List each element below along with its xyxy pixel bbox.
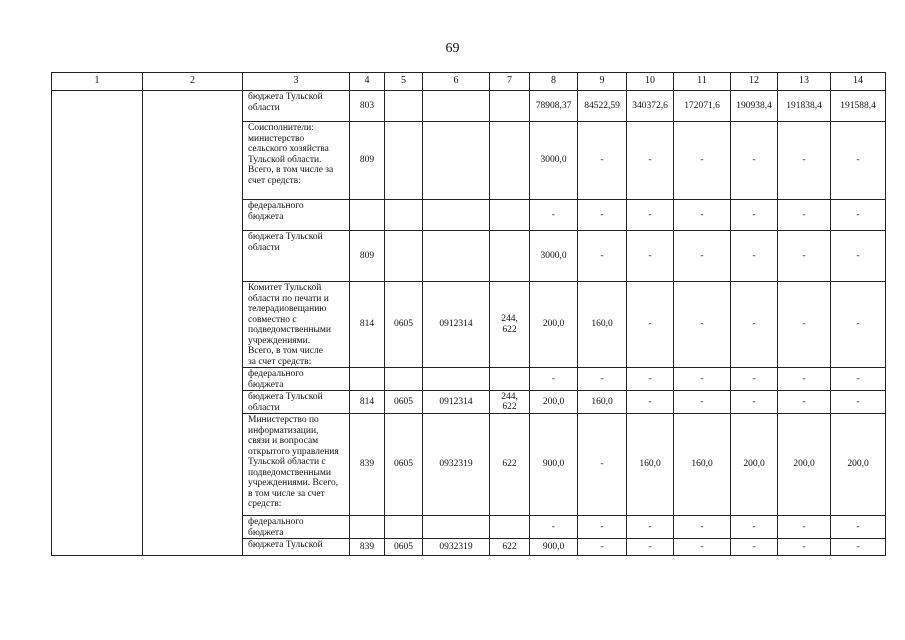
cell-text: -: [856, 373, 860, 384]
cell-text: Всего, в том числе за: [248, 165, 334, 175]
cell-text: 200,0: [743, 459, 765, 470]
target-article-cell: [423, 539, 490, 556]
cell-text: -: [752, 319, 756, 330]
column-2-merged-cell: [143, 91, 243, 556]
cell-text: 244,: [501, 314, 518, 324]
cell-text: -: [752, 396, 756, 407]
column-header: 4: [350, 73, 385, 91]
column-header: 8: [530, 73, 578, 91]
cell-text: -: [856, 250, 860, 261]
cell-text: в том числе за счет: [248, 488, 325, 499]
column-header: 10: [627, 73, 674, 91]
value-cell: [578, 200, 627, 231]
cell-text: бюджета Тульской: [248, 92, 323, 102]
cell-text: -: [802, 319, 806, 330]
cell-text: Соисполнители:: [248, 123, 314, 133]
value-cell: [831, 231, 886, 282]
cell-text: 622: [502, 459, 517, 470]
section-cell: [385, 414, 423, 516]
description-cell: [243, 368, 350, 391]
cell-text: -: [648, 541, 652, 552]
column-header: 1: [52, 73, 143, 91]
cell-text: -: [648, 396, 652, 407]
section-cell: [385, 368, 423, 391]
cell-text: бюджета Тульской: [248, 232, 323, 242]
cell-text: 78908,37: [535, 100, 572, 111]
value-cell: [627, 282, 674, 368]
section-cell: [385, 539, 423, 556]
value-cell: [731, 368, 778, 391]
value-cell: [831, 91, 886, 122]
cell-text: 244,: [501, 391, 518, 402]
cell-text: бюджета Тульской: [248, 540, 323, 550]
section-cell: [385, 122, 423, 200]
value-cell: [731, 231, 778, 282]
cell-text: -: [551, 521, 556, 532]
value-cell: [627, 91, 674, 122]
cell-text: 200,0: [793, 459, 815, 470]
section-cell: [385, 516, 423, 539]
cell-text: -: [802, 155, 806, 166]
budget-code-cell: [350, 516, 385, 539]
value-cell: [778, 282, 831, 368]
value-cell: [627, 122, 674, 200]
target-article-cell: [423, 282, 490, 368]
cell-text: Тульской области.: [248, 154, 322, 165]
cell-text: учреждениями. Всего,: [248, 478, 339, 488]
value-cell: [530, 539, 578, 556]
column-header: 2: [143, 73, 243, 91]
value-cell: [831, 122, 886, 200]
cell-text: телерадиовещанию: [248, 304, 327, 314]
cell-text: Тульской области с: [248, 457, 326, 467]
description-cell: [243, 391, 350, 414]
cell-text: -: [802, 250, 806, 261]
cell-text: 839: [359, 459, 375, 470]
value-cell: [674, 539, 731, 556]
value-cell: [831, 414, 886, 516]
table-body: [52, 73, 886, 556]
column-header: 14: [831, 73, 886, 91]
value-cell: [778, 122, 831, 200]
cell-text: -: [648, 373, 652, 384]
value-cell: [731, 200, 778, 231]
budget-code-cell: [350, 200, 385, 231]
cell-text: средств:: [248, 499, 282, 509]
cell-text: -: [600, 541, 604, 552]
cell-text: за счет средств:: [248, 356, 312, 367]
cell-text: -: [856, 541, 860, 552]
value-cell: [530, 516, 578, 539]
cell-text: области: [248, 402, 280, 413]
value-cell: [627, 200, 674, 231]
value-cell: [831, 539, 886, 556]
value-cell: [627, 231, 674, 282]
column-header: 11: [674, 73, 731, 91]
cell-text: 809: [359, 155, 375, 166]
target-article-cell: [423, 516, 490, 539]
column-header: 13: [778, 73, 831, 91]
cell-text: бюджета: [248, 527, 284, 538]
value-cell: [578, 91, 627, 122]
cell-text: Комитет Тульской: [248, 283, 322, 293]
cell-text: федерального: [248, 369, 304, 379]
cell-text: -: [600, 250, 604, 261]
cell-text: Всего, в том числе: [248, 346, 323, 356]
column-header: 12: [731, 73, 778, 91]
cell-text: -: [752, 250, 756, 261]
value-cell: [778, 414, 831, 516]
section-cell: [385, 200, 423, 231]
header-row: [52, 73, 886, 91]
value-cell: [778, 231, 831, 282]
value-cell: [778, 200, 831, 231]
cell-text: области по печати и: [248, 293, 329, 304]
cell-text: 340372,6: [632, 100, 668, 111]
cell-text: -: [856, 209, 860, 220]
cell-text: -: [600, 459, 604, 470]
cell-text: сельского хозяйства: [248, 144, 329, 154]
value-cell: [831, 200, 886, 231]
value-cell: [778, 539, 831, 556]
expense-type-cell: [490, 516, 530, 539]
cell-text: -: [600, 521, 604, 532]
description-cell: [243, 516, 350, 539]
value-cell: [831, 282, 886, 368]
cell-text: связи и вопросам: [248, 436, 319, 446]
cell-text: -: [802, 541, 806, 552]
cell-text: -: [752, 541, 756, 552]
budget-code-cell: [350, 539, 385, 556]
value-cell: [778, 91, 831, 122]
budget-code-cell: [350, 231, 385, 282]
cell-text: 191588,4: [840, 100, 876, 111]
value-cell: [831, 516, 886, 539]
value-cell: [530, 231, 578, 282]
page-number: 69: [445, 41, 460, 56]
cell-text: 3000,0: [540, 250, 567, 261]
cell-text: бюджета: [248, 211, 284, 222]
cell-text: 0605: [394, 396, 413, 407]
value-cell: [674, 91, 731, 122]
description-cell: [243, 231, 350, 282]
cell-text: бюджета Тульской: [248, 392, 323, 402]
cell-text: 839: [359, 541, 375, 552]
value-cell: [674, 200, 731, 231]
value-cell: [530, 91, 578, 122]
value-cell: [578, 231, 627, 282]
expense-type-cell: [490, 282, 530, 368]
value-cell: [731, 516, 778, 539]
column-1-merged-cell: [52, 91, 143, 556]
cell-text: -: [700, 155, 704, 166]
cell-text: 160,0: [639, 459, 661, 470]
cell-text: федерального: [248, 201, 304, 211]
cell-text: министерство: [248, 133, 305, 144]
value-cell: [731, 414, 778, 516]
value-cell: [731, 91, 778, 122]
value-cell: [530, 391, 578, 414]
cell-text: подведомственными: [248, 325, 331, 335]
cell-text: счет средств:: [248, 175, 301, 186]
target-article-cell: [423, 200, 490, 231]
value-cell: [627, 516, 674, 539]
cell-text: -: [856, 155, 860, 166]
cell-text: -: [802, 209, 806, 220]
cell-text: 900,0: [542, 541, 565, 552]
cell-text: 0932319: [439, 459, 473, 470]
cell-text: -: [700, 209, 704, 220]
value-cell: [627, 414, 674, 516]
cell-text: -: [551, 373, 556, 384]
section-cell: [385, 91, 423, 122]
column-header: 3: [243, 73, 350, 91]
cell-text: -: [856, 319, 860, 330]
cell-text: учреждениями.: [248, 335, 311, 346]
cell-text: -: [856, 396, 860, 407]
table-row: [52, 91, 886, 122]
budget-code-cell: [350, 368, 385, 391]
value-cell: [731, 122, 778, 200]
cell-text: -: [752, 521, 756, 532]
cell-text: 200,0: [847, 459, 869, 470]
cell-text: -: [802, 373, 806, 384]
value-cell: [778, 368, 831, 391]
cell-text: 190938,4: [736, 100, 772, 111]
target-article-cell: [423, 391, 490, 414]
cell-text: 200,0: [542, 396, 565, 407]
value-cell: [530, 282, 578, 368]
value-cell: [530, 414, 578, 516]
description-cell: [243, 414, 350, 516]
cell-text: -: [700, 521, 704, 532]
cell-text: 84522,59: [584, 100, 620, 111]
value-cell: [674, 282, 731, 368]
value-cell: [578, 282, 627, 368]
cell-text: -: [700, 541, 704, 552]
section-cell: [385, 231, 423, 282]
cell-text: -: [600, 373, 604, 384]
value-cell: [530, 368, 578, 391]
description-cell: [243, 282, 350, 368]
value-cell: [674, 122, 731, 200]
cell-text: 814: [359, 319, 375, 330]
cell-text: -: [752, 373, 756, 384]
value-cell: [530, 122, 578, 200]
cell-text: -: [752, 209, 756, 220]
value-cell: [674, 391, 731, 414]
expense-type-cell: [490, 231, 530, 282]
cell-text: 0912314: [439, 396, 473, 407]
expense-type-cell: [490, 391, 530, 414]
value-cell: [778, 391, 831, 414]
cell-text: 809: [359, 250, 375, 261]
budget-code-cell: [350, 414, 385, 516]
budget-table: [51, 72, 886, 556]
cell-text: 160,0: [691, 459, 713, 470]
target-article-cell: [423, 91, 490, 122]
cell-text: федерального: [248, 517, 304, 527]
value-cell: [674, 368, 731, 391]
expense-type-cell: [490, 91, 530, 122]
cell-text: -: [648, 521, 652, 532]
cell-text: 622: [502, 324, 517, 335]
column-header: 6: [423, 73, 490, 91]
cell-text: 803: [359, 100, 375, 111]
cell-text: -: [648, 250, 652, 261]
section-cell: [385, 282, 423, 368]
cell-text: бюджета: [248, 379, 284, 390]
value-cell: [530, 200, 578, 231]
value-cell: [578, 414, 627, 516]
value-cell: [674, 414, 731, 516]
expense-type-cell: [490, 539, 530, 556]
value-cell: [627, 391, 674, 414]
cell-text: 200,0: [542, 319, 565, 330]
cell-text: -: [600, 155, 604, 166]
cell-text: 622: [502, 541, 517, 552]
cell-text: -: [700, 250, 704, 261]
budget-code-cell: [350, 391, 385, 414]
cell-text: -: [700, 373, 704, 384]
cell-text: -: [802, 396, 806, 407]
cell-text: 0932319: [439, 541, 473, 552]
cell-text: -: [752, 155, 756, 166]
description-cell: [243, 122, 350, 200]
target-article-cell: [423, 231, 490, 282]
value-cell: [778, 516, 831, 539]
cell-text: 172071,6: [684, 100, 720, 111]
cell-text: 900,0: [542, 459, 565, 470]
target-article-cell: [423, 368, 490, 391]
cell-text: -: [648, 319, 652, 330]
budget-code-cell: [350, 282, 385, 368]
cell-text: открытого управления: [248, 446, 339, 457]
value-cell: [578, 391, 627, 414]
cell-text: -: [700, 396, 704, 407]
cell-text: 814: [359, 396, 375, 407]
cell-text: -: [600, 209, 604, 220]
value-cell: [831, 368, 886, 391]
expense-type-cell: [490, 368, 530, 391]
budget-code-cell: [350, 122, 385, 200]
value-cell: [731, 282, 778, 368]
value-cell: [627, 368, 674, 391]
cell-text: -: [700, 319, 704, 330]
value-cell: [674, 231, 731, 282]
expense-type-cell: [490, 200, 530, 231]
value-cell: [578, 368, 627, 391]
cell-text: информатизации,: [248, 425, 319, 436]
column-header: 5: [385, 73, 423, 91]
target-article-cell: [423, 414, 490, 516]
value-cell: [578, 516, 627, 539]
section-cell: [385, 391, 423, 414]
budget-code-cell: [350, 91, 385, 122]
cell-text: 622: [502, 402, 517, 412]
cell-text: подведомственными: [248, 467, 331, 478]
cell-text: 191838,4: [786, 100, 822, 111]
column-header: 9: [578, 73, 627, 91]
cell-text: области: [248, 242, 280, 253]
cell-text: -: [648, 209, 652, 220]
expense-type-cell: [490, 414, 530, 516]
value-cell: [731, 539, 778, 556]
target-article-cell: [423, 122, 490, 200]
cell-text: -: [856, 521, 860, 532]
cell-text: 160,0: [591, 319, 613, 330]
cell-text: 3000,0: [540, 155, 567, 166]
value-cell: [627, 539, 674, 556]
cell-text: 160,0: [591, 396, 613, 407]
cell-text: -: [551, 209, 556, 220]
description-cell: [243, 539, 350, 556]
value-cell: [831, 391, 886, 414]
cell-text: области: [248, 102, 280, 113]
cell-text: -: [648, 155, 652, 166]
cell-text: Министерство по: [248, 415, 319, 425]
description-cell: [243, 91, 350, 122]
value-cell: [674, 516, 731, 539]
value-cell: [578, 122, 627, 200]
value-cell: [731, 391, 778, 414]
cell-text: совместно с: [248, 314, 297, 325]
column-header: 7: [490, 73, 530, 91]
cell-text: -: [802, 521, 806, 532]
cell-text: 0605: [394, 319, 413, 330]
expense-type-cell: [490, 122, 530, 200]
cell-text: 0605: [394, 459, 413, 470]
value-cell: [578, 539, 627, 556]
cell-text: 0912314: [439, 319, 473, 330]
description-cell: [243, 200, 350, 231]
cell-text: 0605: [394, 541, 413, 552]
